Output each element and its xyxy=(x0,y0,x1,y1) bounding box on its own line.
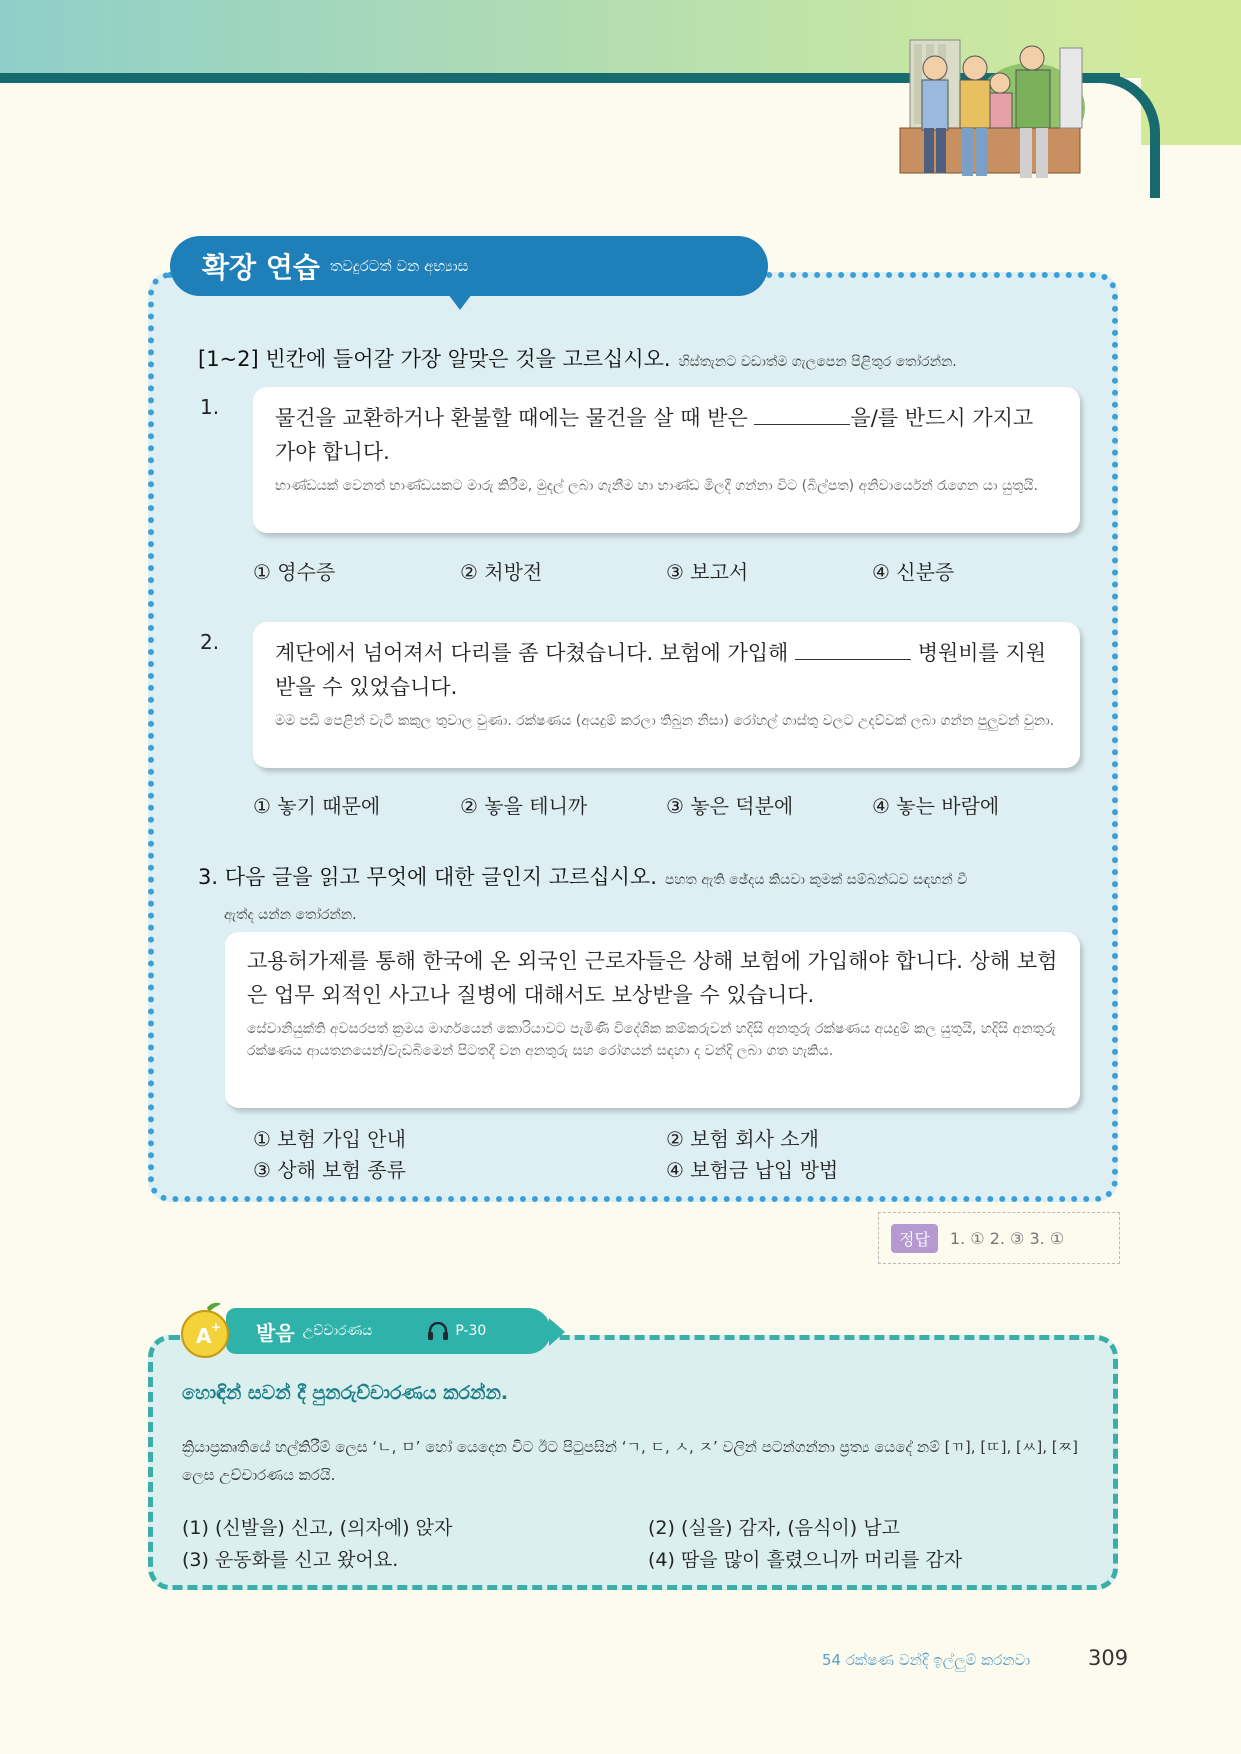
question-2-card xyxy=(253,622,1080,768)
svg-text:+: + xyxy=(211,1320,222,1334)
pronunciation-description: ක්‍රියාප්‍රකෘතියේ හල්කිරීම් ලෙස ‘ㄴ, ㅁ’ හෝ යෙදෙන විට ඊට පිටුපසින් ‘ㄱ, ㄷ, ㅅ, ㅈ’ වලින් පටන්ගන්නා ප්‍රත්‍ය යෙදේ නම් [ㄲ], [ㄸ], [ㅆ], [ㅉ] ලෙස උච්චාරණය කරයි. xyxy=(182,1438,1078,1484)
practice-title-si: තවදුරටත් වන අභ්‍යාස xyxy=(329,257,469,275)
question-3-heading-si-a: පහත ඇති ඡේදය කියවා කුමක් සම්බන්ධව සඳහන් වී xyxy=(664,872,968,888)
question-2-option-2[interactable]: ② 놓을 테니까 xyxy=(460,794,588,818)
question-3-card xyxy=(225,932,1080,1108)
question-1-option-3[interactable]: ③ 보고서 xyxy=(666,560,749,584)
question-1-option-1[interactable]: ① 영수증 xyxy=(253,560,336,584)
pronunciation-heading: හොඳින් සවන් දී පුනරුච්චාරණය කරන්න. xyxy=(182,1382,509,1404)
question-2-option-1[interactable]: ① 놓기 때문에 xyxy=(253,794,381,818)
question-2-number: 2. xyxy=(200,630,220,654)
question-1-2-heading-ko: [1~2] 빈칸에 들어갈 가장 알맞은 것을 고르십시오. xyxy=(198,347,671,371)
pronunciation-item-1: (1) (신발을) 신고, (의자에) 앉자 xyxy=(182,1517,453,1539)
question-3-translation: සේවානියුක්ති අවසරපත් ක්‍රමය මාර්ගයෙන් කොරියාවට පැමිණි විදේශික කම්කරුවන් හදිසි අනතුරු රක්ෂණය අයදුම් කල යුතුයි, හදිසි අනතුරු රක්ෂණය ආයතනයෙන්/වැඩබිමෙන් පිටතදී වන අනතුරු සහ රෝගයන් සඳහා ද වන්දි ලබා ගත හැකිය. xyxy=(247,1021,1056,1059)
pronunciation-item-3: (3) 운동화를 신고 왔어요. xyxy=(182,1549,399,1571)
pronunciation-title-si: උච්චාරණය xyxy=(302,1323,373,1339)
question-3-option-4[interactable]: ④ 보험금 납입 방법 xyxy=(666,1158,839,1182)
pronunciation-item-2: (2) (실을) 감자, (음식이) 남고 xyxy=(648,1517,900,1539)
answer-key-text: 1. ① 2. ③ 3. ① xyxy=(949,1228,1065,1248)
question-1-blank xyxy=(754,402,850,425)
question-2-blank xyxy=(795,637,911,660)
question-2-text-c: 받을 수 있었습니다. xyxy=(275,675,458,699)
footer-page-number: 309 xyxy=(1088,1646,1129,1670)
answer-key-box xyxy=(878,1212,1120,1264)
question-1-card xyxy=(253,387,1080,533)
question-1-option-2[interactable]: ② 처방전 xyxy=(460,560,543,584)
question-3-heading-ko: 3. 다음 글을 읽고 무엇에 대한 글인지 고르십시오. xyxy=(198,865,657,889)
question-3-heading xyxy=(198,861,1088,931)
question-1-text-b: 을/를 반드시 가지고 xyxy=(850,406,1034,430)
question-1-2-heading xyxy=(198,343,957,373)
audio-track-link[interactable] xyxy=(427,1322,486,1340)
question-1-translation: භාණ්ඩයක් වෙනත් භාණ්ඩයකට මාරු කිරීම, මුදල් ලබා ගැනීම හා භාණ්ඩ මිලදී ගන්නා විට (බිල්පත) අනිවාර්යෙන් රැගෙන යා යුතුයි. xyxy=(275,478,1038,494)
illustration-people-on-bench xyxy=(880,28,1085,200)
footer-lesson-title: 54 රක්ෂණ වන්දි ඉල්ලුම් කරනවා xyxy=(822,1651,1031,1669)
question-3-option-2[interactable]: ② 보험 회사 소개 xyxy=(666,1127,819,1151)
practice-section-tab xyxy=(170,236,768,296)
question-2-text xyxy=(275,636,1058,704)
question-3-option-3[interactable]: ③ 상해 보험 종류 xyxy=(253,1158,406,1182)
question-3-text: 고용허가제를 통해 한국에 온 외국인 근로자들은 상해 보험에 가입해야 합니다. 상해 보험은 업무 외적인 사고나 질병에 대해서도 보상받을 수 있습니다. xyxy=(247,949,1058,1007)
question-1-option-4[interactable]: ④ 신분증 xyxy=(872,560,955,584)
question-2-translation: මම පඩි පෙළින් වැටී කකුල තුවාල වුණා. රක්ෂණය (අයදුම් කරලා තිබුන නිසා) රෝහල් ගාස්තු වලට උදව්වක් ලබා ගන්න පුලුවන් වුනා. xyxy=(275,713,1055,729)
pronunciation-section-tab xyxy=(226,1308,551,1354)
question-1-text-a: 물건을 교환하거나 환불할 때에는 물건을 살 때 받은 xyxy=(275,406,748,430)
headphones-icon xyxy=(427,1322,449,1340)
pronunciation-tab-arrow xyxy=(549,1318,565,1346)
question-1-2-heading-si: හිස්තැනට වඩාත්ම ගැලපෙන පිළිතුර තෝරන්න. xyxy=(678,354,957,370)
question-2-text-b: 병원비를 지원 xyxy=(917,641,1047,665)
question-3-option-1[interactable]: ① 보험 가입 안내 xyxy=(253,1127,406,1151)
apple-a-plus-icon xyxy=(177,1300,233,1360)
practice-title-ko: 확장 연습 xyxy=(202,251,320,284)
question-1-number: 1. xyxy=(200,395,220,419)
pronunciation-title-ko: 발음 xyxy=(256,1320,295,1345)
question-3-heading-si-b: ඇත්ද යන්න තෝරන්න. xyxy=(224,907,357,923)
answer-key-label: 정답 xyxy=(891,1224,938,1253)
question-2-option-3[interactable]: ③ 놓은 덕분에 xyxy=(666,794,794,818)
pronunciation-item-4: (4) 땀을 많이 흘렸으니까 머리를 감자 xyxy=(648,1549,963,1571)
svg-text:A: A xyxy=(196,1324,212,1348)
question-2-text-a: 계단에서 넘어져서 다리를 좀 다쳤습니다. 보험에 가입해 xyxy=(275,641,789,665)
question-1-text-c: 가야 합니다. xyxy=(275,440,390,464)
audio-track-label: P-30 xyxy=(455,1323,487,1339)
practice-tab-pointer xyxy=(448,294,472,310)
question-1-text xyxy=(275,401,1058,469)
question-2-option-4[interactable]: ④ 놓는 바람에 xyxy=(872,794,1000,818)
